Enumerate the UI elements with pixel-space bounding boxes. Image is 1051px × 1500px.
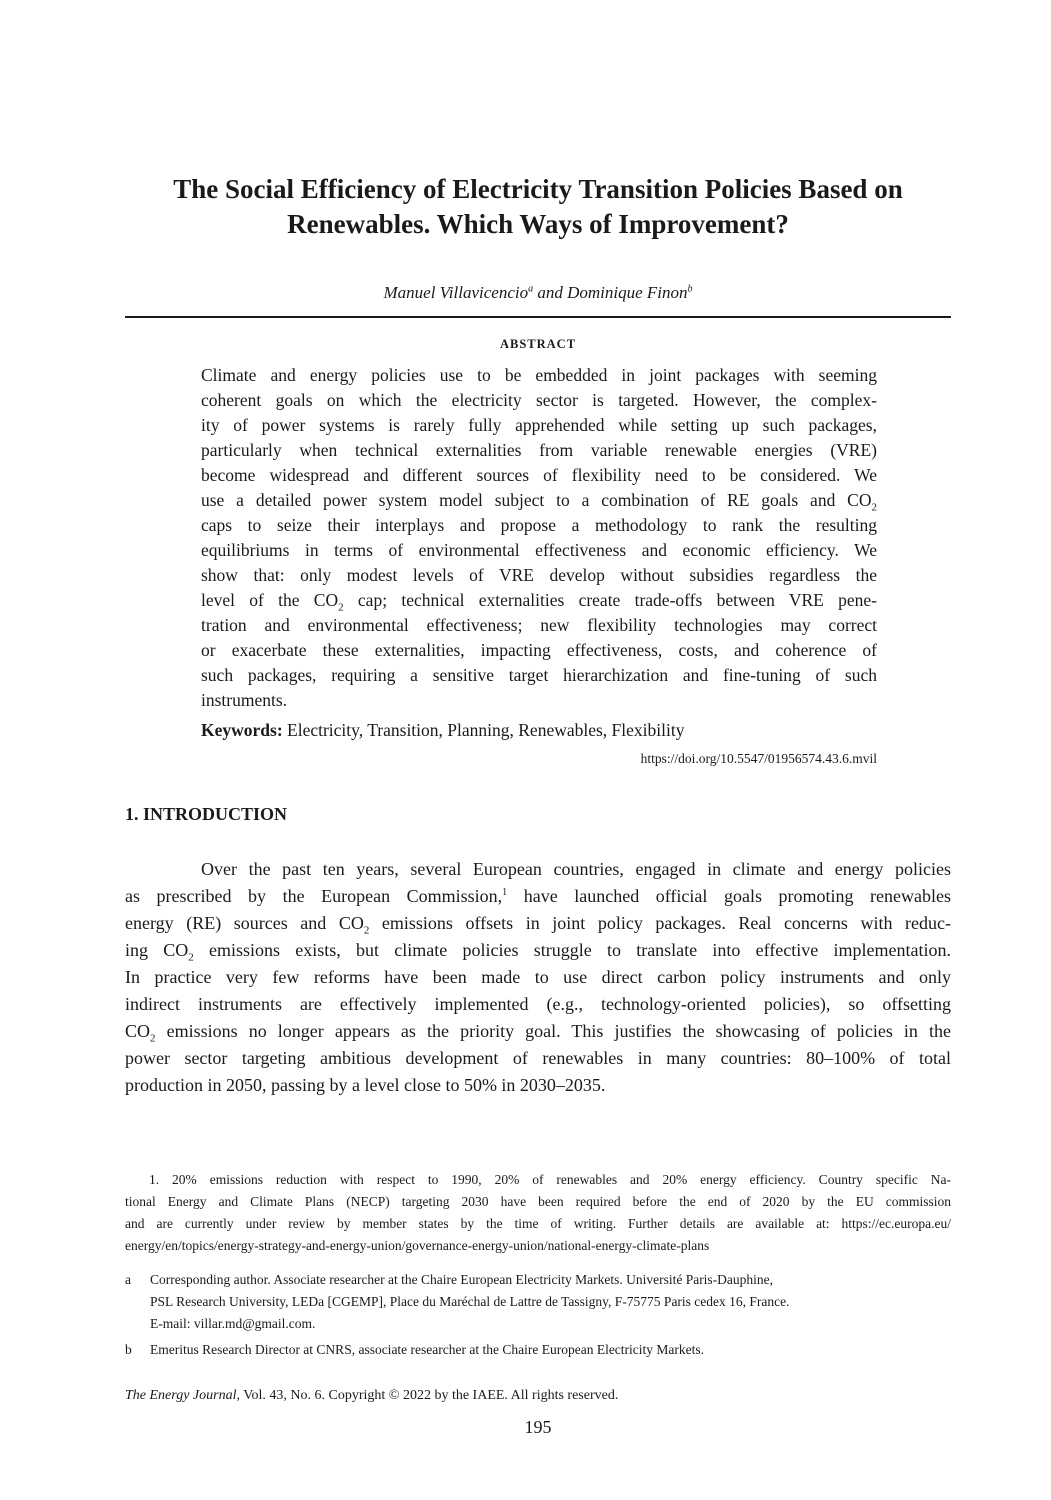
abstract-line: tration and environmental effectiveness; new flexibility technologies may correct (201, 615, 877, 635)
body-text: energy (RE) sources and CO (125, 913, 364, 933)
body-text: have launched official goals promoting renewables (507, 886, 951, 906)
subscript: 2 (150, 1032, 156, 1045)
body-line: Over the past ten years, several European countries, engaged in climate and energy policies (201, 859, 951, 879)
abstract-line: Climate and energy policies use to be embedded in joint packages with seeming (201, 365, 877, 385)
abstract-line-text: use a detailed power system model subject to a combination of RE goals and CO (201, 490, 872, 510)
journal-details: , Vol. 43, No. 6. Copyright © 2022 by the IAEE. All rights reserved. (236, 1388, 619, 1403)
keywords (201, 718, 877, 743)
body-text: emissions no longer appears as the priority goal. This justifies the showcasing of policies in the (155, 1021, 951, 1041)
title-line-2: Renewables. Which Ways of Improvement? (287, 209, 789, 239)
body-line: production in 2050, passing by a level close to 50% in 2030–2035. (125, 1075, 606, 1095)
body-line: indirect instruments are effectively implemented (e.g., technology-oriented policies), so offsetting (125, 994, 951, 1014)
body-text: emissions exists, but climate policies struggle to translate into effective implementation. (193, 940, 951, 960)
body-text: emissions offsets in joint policy packages. Real concerns with reduc- (369, 913, 951, 933)
subscript: 2 (871, 501, 877, 514)
abstract-line: equilibriums in terms of environmental effectiveness and economic efficiency. We (201, 540, 877, 560)
author-affiliation-mark: b (687, 283, 693, 295)
abstract-line-text: cap; technical externalities create trade-offs between VRE pene- (343, 590, 877, 610)
body-line (125, 1018, 951, 1045)
footnote-1 (125, 1169, 951, 1257)
abstract-line (201, 588, 877, 613)
author-name: Manuel Villavicencio (383, 283, 529, 302)
abstract-line: ity of power systems is rarely fully apprehended while setting up such packages, (201, 415, 877, 435)
affiliation-mark: b (125, 1342, 132, 1357)
affiliation-b (125, 1339, 951, 1361)
abstract-text (201, 363, 877, 713)
section-heading: 1. INTRODUCTION (125, 804, 288, 824)
affiliation-line: Corresponding author. Associate researcher at the Chaire European Electricity Markets. Université Paris-Dauphine, (150, 1272, 774, 1287)
affiliation-line: PSL Research University, LEDa [CGEMP], Place du Maréchal de Lattre de Tassigny, F-75775 Paris cedex 16, France. (150, 1294, 790, 1309)
footnote-line: tional Energy and Climate Plans (NECP) targeting 2030 have been required before the end of 2020 by the EU commission (125, 1194, 951, 1209)
intro-paragraph (125, 856, 951, 1099)
body-line (125, 937, 951, 964)
journal-name: The Energy Journal (125, 1388, 237, 1403)
abstract-line: or exacerbate these externalities, impacting effectiveness, costs, and coherence of (201, 640, 877, 660)
abstract-heading: ABSTRACT (499, 337, 577, 351)
abstract-line: particularly when technical externalities from variable renewable energies (VRE) (201, 440, 877, 460)
footnote-ref[interactable]: 1 (502, 887, 508, 898)
abstract-line: caps to seize their interplays and propose a methodology to rank the resulting (201, 515, 877, 535)
abstract-line-text: level of the CO (201, 590, 339, 610)
affiliation-a (125, 1269, 951, 1335)
affiliation-line: Emeritus Research Director at CNRS, associate researcher at the Chaire European Electricity Markets. (150, 1342, 705, 1357)
keywords-text: Electricity, Transition, Planning, Renewables, Flexibility (282, 720, 685, 740)
paper-title (125, 172, 951, 242)
abstract-line (201, 488, 877, 513)
body-text: ing CO (125, 940, 189, 960)
title-line-1: The Social Efficiency of Electricity Transition Policies Based on (173, 174, 903, 204)
journal-citation (125, 1386, 951, 1406)
author-separator: and (533, 283, 568, 302)
title-divider (125, 316, 951, 318)
body-text: as prescribed by the European Commission, (125, 886, 503, 906)
body-line: power sector targeting ambitious development of renewables in many countries: 80–100% of total (125, 1048, 951, 1068)
abstract-line: such packages, requiring a sensitive target hierarchization and fine-tuning of such (201, 665, 877, 685)
footnote-line: energy/en/topics/energy-strategy-and-energy-union/governance-energy-union/national-energy-climate-plans (125, 1238, 710, 1253)
abstract-line: instruments. (201, 690, 288, 710)
doi-link[interactable]: https://doi.org/10.5547/01956574.43.6.mvil (640, 751, 877, 766)
author-name: Dominique Finon (567, 283, 688, 302)
subscript: 2 (338, 601, 344, 614)
body-line (125, 910, 951, 937)
keywords-label: Keywords: (201, 720, 283, 740)
subscript: 2 (188, 951, 194, 964)
affiliation-text (150, 1339, 951, 1361)
affiliation-line: E-mail: villar.md@gmail.com. (150, 1316, 316, 1331)
body-text: CO (125, 1021, 151, 1041)
abstract-line: coherent goals on which the electricity sector is targeted. However, the complex- (201, 390, 877, 410)
author-affiliation-mark: a (528, 283, 534, 295)
affiliation-text (150, 1269, 951, 1335)
affiliation-mark: a (125, 1272, 131, 1287)
page-number: 195 (524, 1417, 552, 1437)
abstract-line: show that: only modest levels of VRE develop without subsidies regardless the (201, 565, 877, 585)
author-list (125, 282, 951, 304)
subscript: 2 (363, 924, 370, 937)
footnote-line: 1. 20% emissions reduction with respect to 1990, 20% of renewables and 20% energy efficiency. Country specific Na- (149, 1172, 951, 1187)
body-line: In practice very few reforms have been made to use direct carbon policy instruments and only (125, 967, 951, 987)
body-line (125, 883, 951, 910)
footnote-line: and are currently under review by member states by the time of writing. Further details are available at: https://ec.europa.eu/ (125, 1216, 951, 1231)
abstract-line: become widespread and different sources of flexibility need to be considered. We (201, 465, 877, 485)
